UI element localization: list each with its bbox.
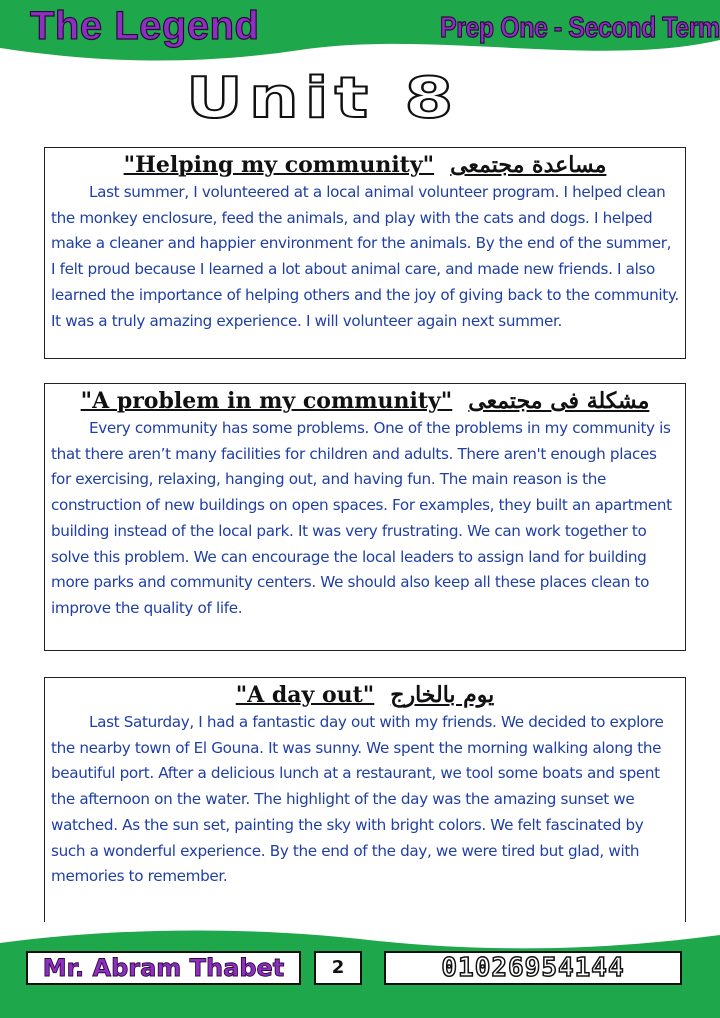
passage-text: Every community has some problems. One of the problems in my community is that there aren’t many facilities for children and adults. There aren't enough places for exercising, relaxing, hanging out, and having fun. The main reason is the construction of new buildings on open spaces. For examples, they built an apartment building instead of the local park. It was very frustrating. We can work together to solve this problem. We can encourage the local leaders to assign land for building more parks and community centers. We should also keep all these places clean to improve the quality of life. xyxy=(51,419,672,617)
passage-box-problem xyxy=(44,383,686,651)
brand-title: The Legend xyxy=(30,4,260,48)
author-name: Mr. Abram Thabet xyxy=(26,951,301,985)
passage-title-ar: مشكلة فى مجتمعى xyxy=(468,388,650,414)
passage-title-en: "Helping my community" xyxy=(123,152,435,178)
passage-text: Last Saturday, I had a fantastic day out with my friends. We decided to explore the nearby town of El Gouna. It was sunny. We spent the morning walking along the beautiful port. After a delicious lunch at a restaurant, we tool some boats and spent the afternoon on the water. The highlight of the day was the amazing sunset we watched. As the sun set, painting the sky with bright colors. We felt fascinated by such a wonderful experience. By the end of the day, we were tired but glad, with memories to remember. xyxy=(51,713,664,886)
passage-title-en: "A problem in my community" xyxy=(80,388,453,414)
phone-number: 01026954144 xyxy=(384,951,682,985)
passage-title-ar: مساعدة مجتمعى xyxy=(450,152,607,178)
passage-title-en: "A day out" xyxy=(235,682,375,708)
passage-text: Last summer, I volunteered at a local animal volunteer program. I helped clean the monkey enclosure, feed the animals, and play with the cats and dogs. I helped make a cleaner and happier environment for the animals. By the end of the summer, I felt proud because I learned a lot about animal care, and made new friends. I also learned the importance of helping others and the joy of giving back to the community. It was a truly amazing experience. I will volunteer again next summer. xyxy=(51,183,679,330)
page-number: 2 xyxy=(314,951,362,985)
unit-title: Unit 8 xyxy=(186,65,460,131)
term-label: Prep One - Second Term xyxy=(440,12,720,44)
passage-title-ar: يوم بالخارج xyxy=(390,682,495,708)
passage-box-day-out xyxy=(44,677,686,922)
passage-title xyxy=(45,681,685,709)
passage-title xyxy=(45,387,685,415)
passage-title xyxy=(45,151,685,179)
passage-box-helping xyxy=(44,147,686,359)
